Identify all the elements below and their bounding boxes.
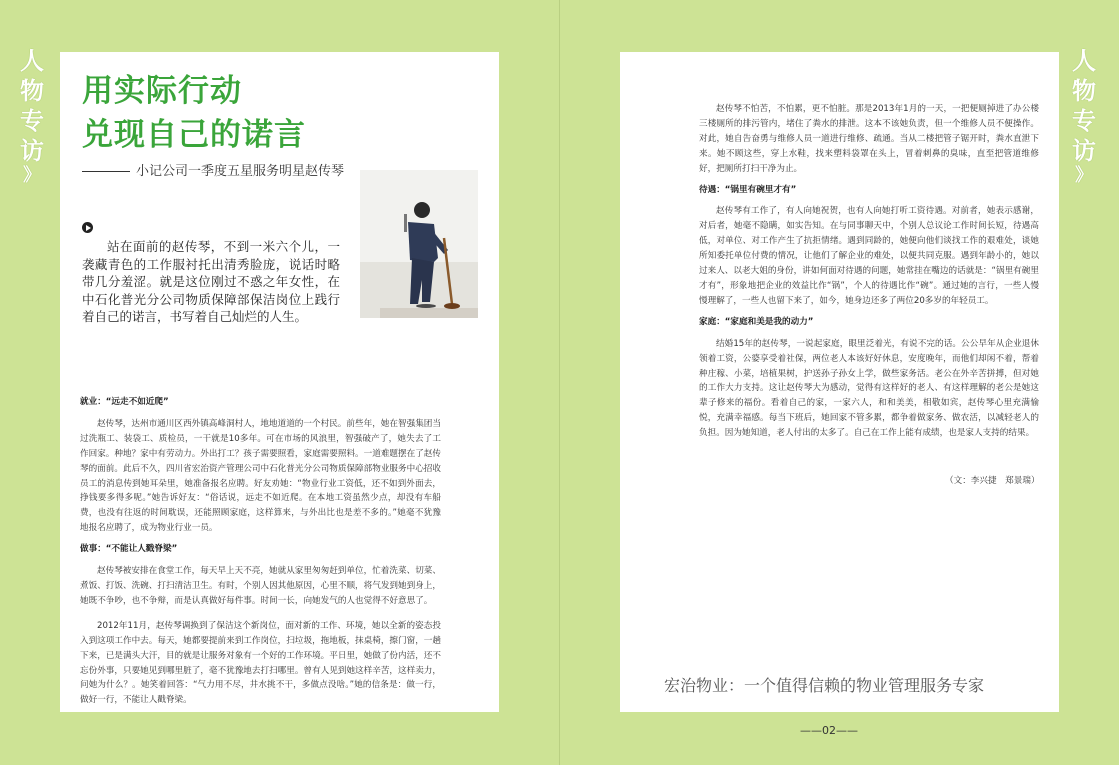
article-intro: 站在面前的赵传琴，不到一米六个儿，一袭藏青色的工作服衬托出清秀脸庞，说话时略带几分羞涩。就是这位刚过不惑之年女性，在中石化普光分公司物质保障部保洁岗位上践行着自己的诺言，书写着自己灿烂的人生。	[82, 239, 340, 324]
article-subtitle	[82, 160, 344, 179]
section-heading: 就业：“远走不如近爬”	[80, 397, 169, 407]
right-page	[620, 52, 1059, 712]
left-page	[60, 52, 499, 712]
tab-char: 专	[20, 107, 44, 135]
paragraph: 2012年11月，赵传琴调换到了保洁这个新岗位，面对新的工作、环境，她以全新的姿态投入到这项工作中去。每天，她都要提前来到工作岗位，扫垃圾，拖地板，抹桌椅，擦门窗，一趟下来，已是满头大汗，目的就是让服务对象有一个好的工作环境。平日里，她做了份内活，还不忘份外事，只要她见到哪里脏了，毫不犹豫地去打扫哪里。曾有人见到她这样辛苦，这样卖力，问她为什么？。她笑着回答：“气力用不尽，井水挑不干，多做点没啥。”她的信条是：做一行，做好一行，不能让人戳脊梁。	[80, 620, 441, 706]
tab-char: 物	[1072, 77, 1096, 105]
section-heading: 家庭：“家庭和美是我的动力”	[699, 316, 814, 327]
tab-char: 人	[20, 47, 44, 75]
tab-char: 人	[1072, 47, 1096, 75]
column-tab-left	[14, 46, 50, 186]
tab-char: 专	[1072, 107, 1096, 135]
company-slogan: 宏治物业：一个值得信赖的物业管理服务专家	[664, 676, 985, 695]
tab-char: 访	[20, 137, 44, 165]
paragraph: 赵传琴不怕苦，不怕累，更不怕脏。那是2013年1月的一天，一把便厕掉进了办公楼三楼厕所的排污管内，堵住了粪水的排泄。这本不该她负责，但一个维修人员不便操作。对此，她自告奋勇与维修人员一道进行维修、疏通。当从二楼把管子锯开时，粪水直泄下来。她不顾这些，穿上水鞋，找来塑料袋罩在头上，冒着刺鼻的臭味，直至把管道维修好，把厕所打扫干净为止。	[699, 104, 1039, 174]
left-body	[80, 389, 441, 708]
author-byline: （文：李兴捷 郑景瑞）	[945, 476, 1040, 486]
section-heading: 做事：“不能让人戳脊梁”	[80, 544, 178, 555]
paragraph: 赵传琴，达州市通川区西外镇高峰洞村人，地地道道的一个村民。前些年，她在智强集团当过洗瓶工、装袋工、质检员，一干就是10多年。可在市场的风浪里，智强破产了，她失去了工作回家。种地？家中有劳动力。外出打工？孩子需要照看，家庭需要照料。一道难题摆在了赵传琴的面前。此后不久，四川省宏治资产管理公司中石化普光分公司物质保障部物业服务中心招收员工的消息传到她耳朵里，她准备报名应聘。好友劝她：“物业行业工资低，还不如到外面去，挣钱要多得多呢。”她告诉好友：“俗话说，远走不如近爬。在本地工资虽然少点，却没有车船费，也没有往返的时间耽误，还能照顾家庭，这样算来，与外出比也是差不多的。”她毫不犹豫地报名应聘了，成为物业行业一员。	[80, 418, 441, 534]
subtitle-rule	[82, 171, 130, 172]
spine-fold	[559, 0, 560, 765]
column-tab-right	[1066, 46, 1102, 186]
tab-char: 访	[1072, 137, 1096, 165]
tab-char: 物	[20, 77, 44, 105]
play-bullet-icon	[82, 222, 93, 233]
subtitle-text: 小记公司一季度五星服务明星赵传琴	[136, 164, 345, 179]
portrait-photo	[360, 170, 478, 318]
paragraph: 结婚15年的赵传琴，一说起家庭，眼里泛着光，有说不完的话。公公早年从企业退休领着工资，公婆享受着社保，两位老人本该好好休息，安度晚年，而他们却闲不着，帮着种庄稼、小菜，培植果树，护送孙子孙女上学，做些家务活。老公在外辛苦拼搏，但对她的工作大力支持。这让赵传琴大为感动，觉得有这样好的老人、有这样理解的老公是她这辈子修来的福份。看着自己的家，一家六人，和和美美，相敬如宾，赵传琴心里充满愉悦，充满幸福感。每当下班后，她回家不管多累，都争着做家务、做农活，以减轻老人的负担。因为她知道，老人付出的太多了。自己在工作上能有成绩，也是家人支持的结果。	[699, 338, 1039, 439]
worker-mopping-illustration	[360, 170, 478, 318]
article-title-line-1: 用实际行动	[82, 73, 242, 109]
paragraph: 赵传琴被安排在食堂工作，每天早上天不亮，她就从家里匆匆赶到单位，忙着洗菜、切菜、煮饭、打饭、洗碗、打扫清洁卫生。有时，个别人因其他原因，心里不顺，将气发到她到身上，她既不争吵，也不争辩，而是认真做好每件事。时间一长，向她发气的人也觉得不好意思了。	[80, 566, 441, 606]
page-number: ——02——	[800, 724, 858, 737]
right-body	[699, 102, 1039, 441]
section-heading: 待遇：“锅里有碗里才有”	[699, 184, 797, 195]
tab-chevron-icon: 》	[1075, 165, 1093, 186]
paragraph: 赵传琴有工作了，有人向她祝贺，也有人向她打听工资待遇。对前者，她表示感谢，对后者，她毫不隐瞒，如实告知。在与同事聊天中，个别人总议论工作时间长短，待遇高低，对单位、对工作产生了抗拒情绪。遇到同龄的，她便向他们谈找工作的艰难处，谈她所知委托单位付费的情况，让他们了解企业的难处，以便共同克服。遇到年龄小的，她以过来人、以老大姐的身份，讲如何面对待遇的问题，她常挂在嘴边的话就是：“锅里有碗里才有”，形象地把企业的效益比作“锅”，个人的待遇比作“碗”。通过她的言行，一些人慢慢理解了，一些人也留下来了，如今，她身边还多了两位20多岁的年轻员工。	[699, 206, 1039, 306]
tab-chevron-icon: 》	[23, 165, 41, 186]
article-title-line-2: 兑现自己的诺言	[82, 117, 306, 153]
